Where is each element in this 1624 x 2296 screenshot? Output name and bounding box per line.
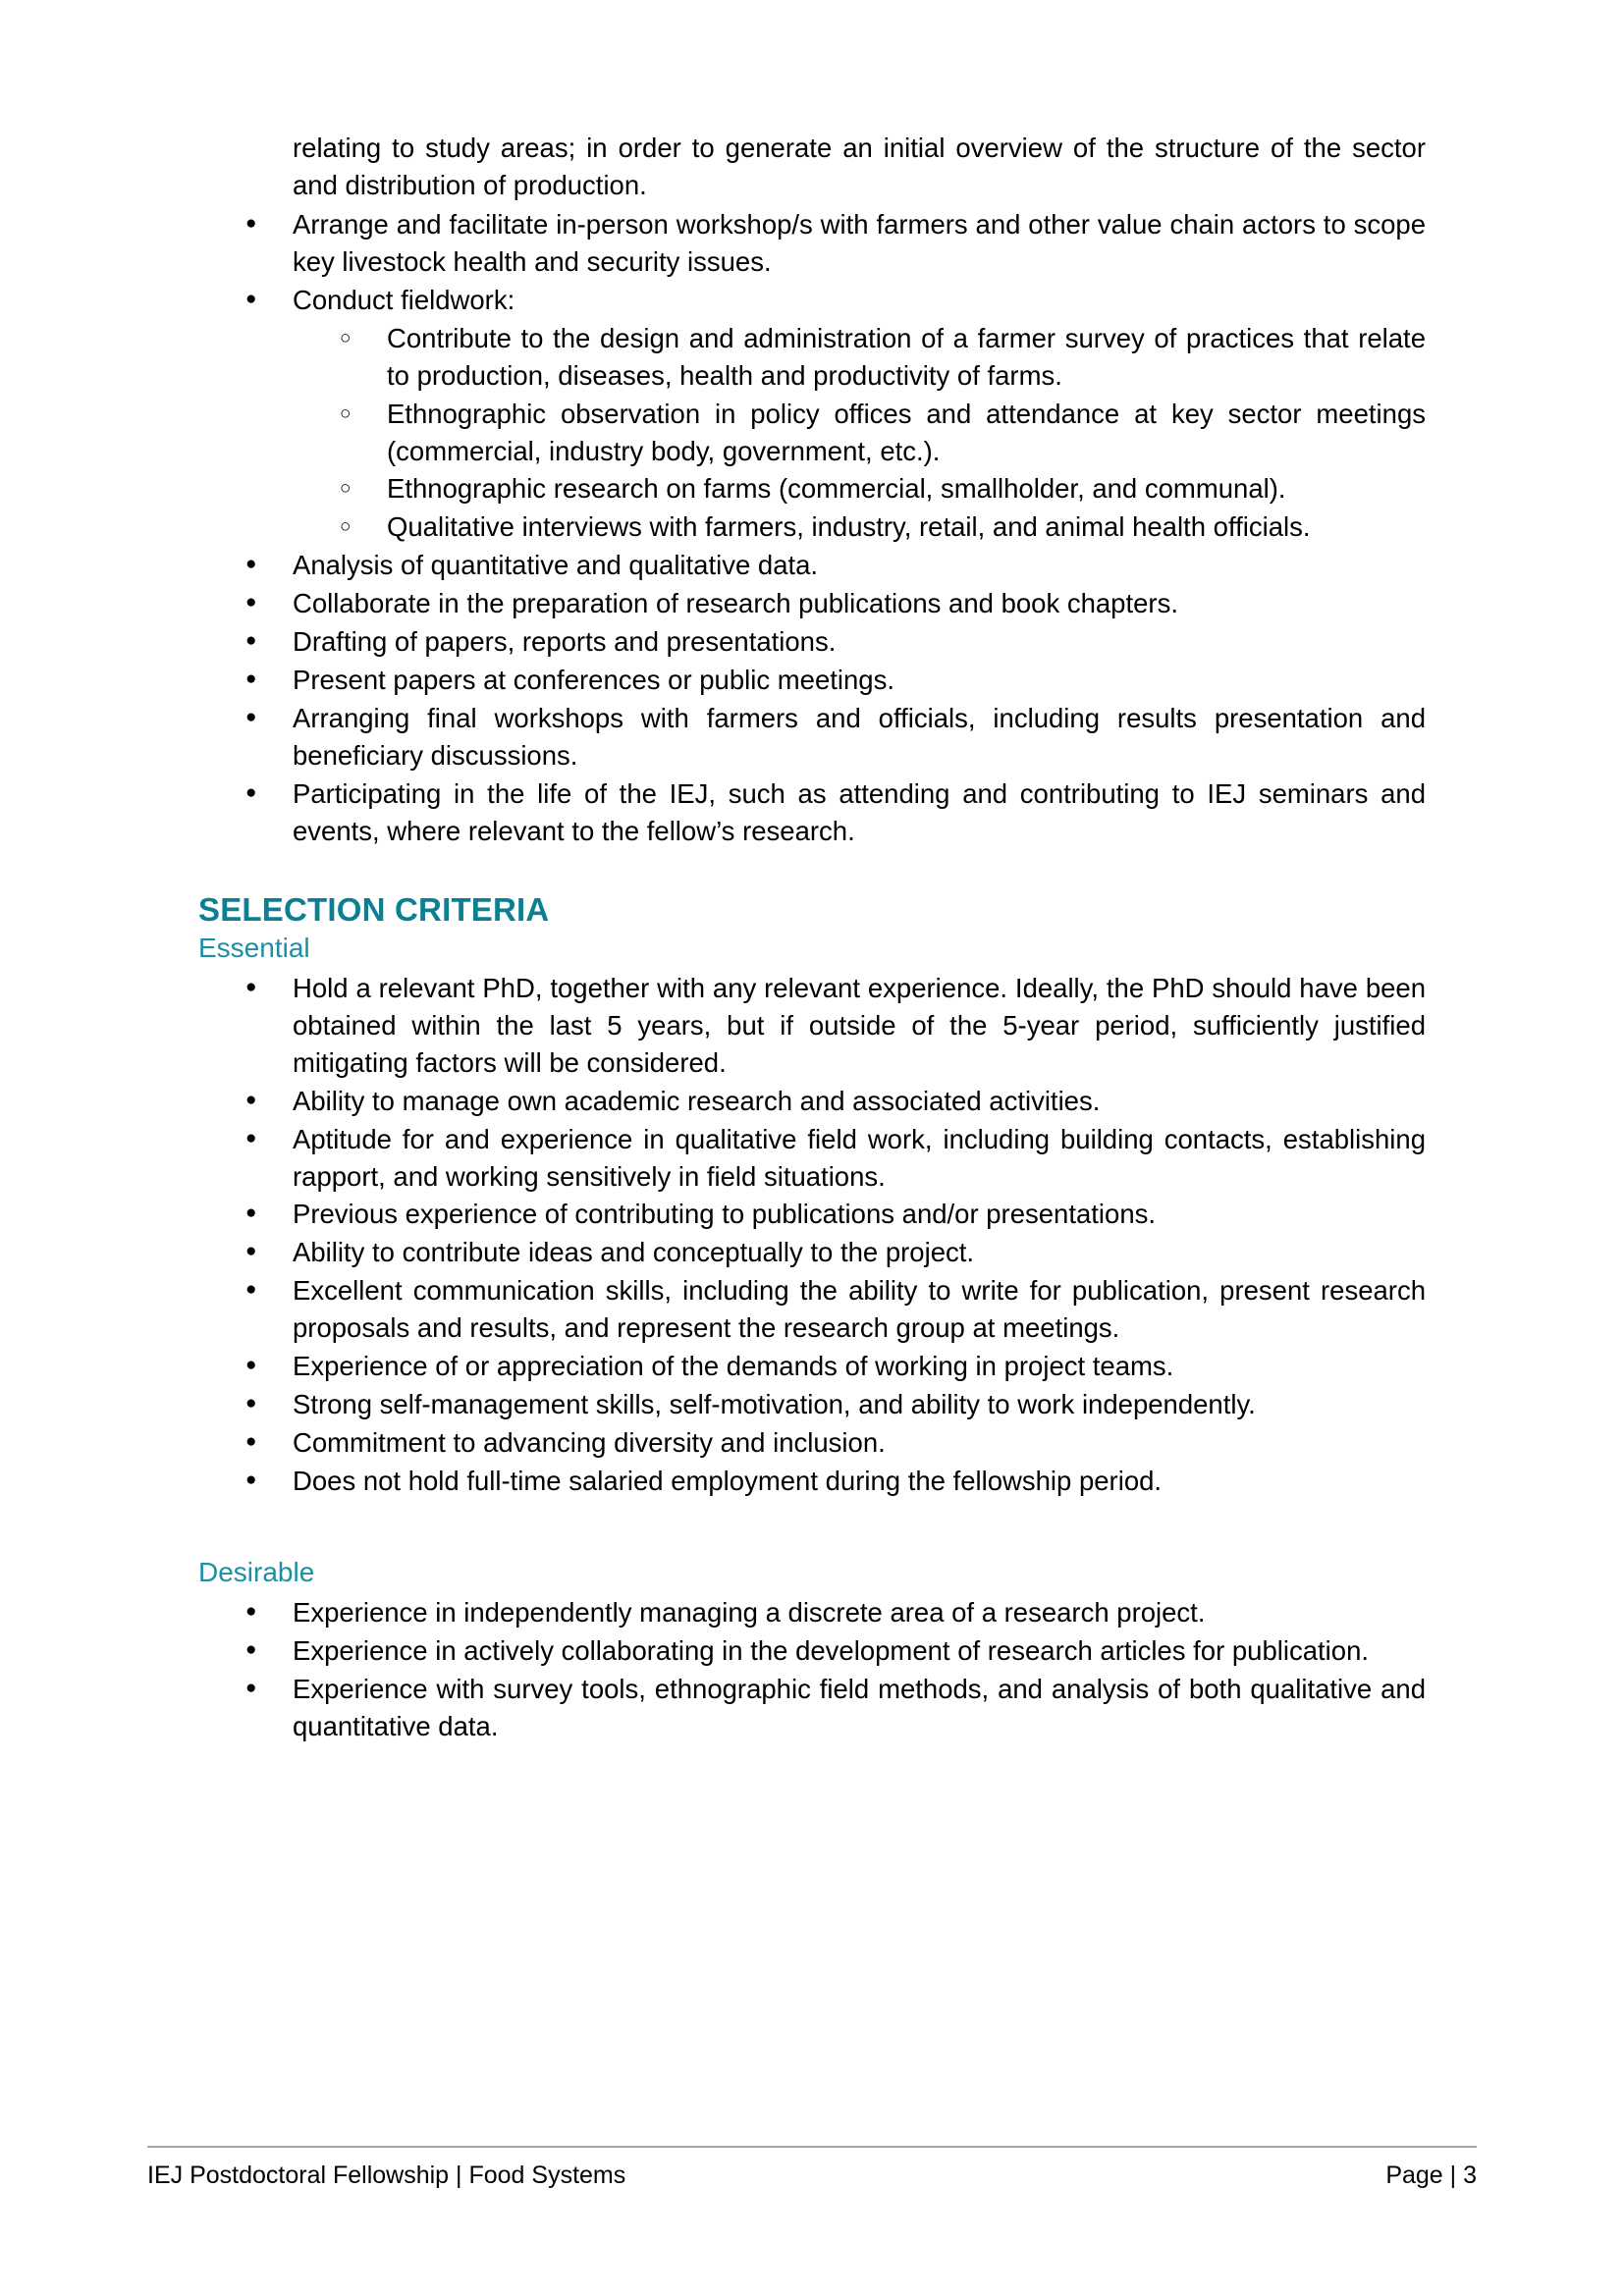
list-item: ● Arranging final workshops with farmers and officials, including results presentation and beneficiary discussions. <box>198 700 1426 774</box>
essential-criteria-list <box>198 970 1426 1500</box>
list-item: ● Aptitude for and experience in qualitative field work, including building contacts, establishing rapport, and working sensitively in field situations. <box>198 1121 1426 1196</box>
essential-subheading: Essential <box>198 932 310 963</box>
fieldwork-sublist-wrapper <box>198 320 1426 547</box>
list-item: ● Commitment to advancing diversity and inclusion. <box>198 1424 1426 1462</box>
list-item: ● Strong self-management skills, self-motivation, and ability to work independently. <box>198 1386 1426 1423</box>
list-item: ● Experience in independently managing a discrete area of a research project. <box>198 1594 1426 1631</box>
list-item: ● Ability to manage own academic research and associated activities. <box>198 1083 1426 1120</box>
list-item: ○ Contribute to the design and administration of a farmer survey of practices that relate to production, diseases, health and productivity of farms. <box>293 320 1426 395</box>
list-item: ● Analysis of quantitative and qualitative data. <box>198 547 1426 584</box>
list-item: ● Participating in the life of the IEJ, such as attending and contributing to IEJ seminars and events, where relevant to the fellow’s research. <box>198 775 1426 850</box>
fieldwork-sublist <box>293 320 1426 547</box>
continuation-paragraph: relating to study areas; in order to generate an initial overview of the structure of the sector and distribution of production. <box>293 133 1426 200</box>
desirable-criteria-list <box>198 1594 1426 1745</box>
page-title: SELECTION CRITERIA <box>198 890 550 928</box>
list-item: ● Experience with survey tools, ethnographic field methods, and analysis of both qualitative and quantitative data. <box>198 1671 1426 1745</box>
desirable-subheading: Desirable <box>198 1556 315 1587</box>
list-item: ● Experience of or appreciation of the demands of working in project teams. <box>198 1348 1426 1385</box>
list-item: ● Does not hold full-time salaried employment during the fellowship period. <box>198 1463 1426 1500</box>
page-content <box>198 130 1426 1745</box>
list-item: ○ Qualitative interviews with farmers, industry, retail, and animal health officials. <box>293 508 1426 546</box>
list-item: ● Present papers at conferences or public meetings. <box>198 662 1426 699</box>
list-item: ● Drafting of papers, reports and presentations. <box>198 623 1426 661</box>
footer-row <box>147 2162 1477 2190</box>
list-item: ● Ability to contribute ideas and conceptually to the project. <box>198 1234 1426 1271</box>
list-item: ● Conduct fieldwork: <box>198 282 1426 319</box>
list-item: ● Arrange and facilitate in-person workshop/s with farmers and other value chain actors to scope key livestock health and security issues. <box>198 206 1426 281</box>
list-item: ● Experience in actively collaborating in the development of research articles for publication. <box>198 1632 1426 1670</box>
responsibilities-list <box>198 206 1426 319</box>
page-footer <box>147 2146 1477 2190</box>
list-item: ● Excellent communication skills, including the ability to write for publication, present research proposals and results, and represent the research group at meetings. <box>198 1272 1426 1347</box>
footer-document-title: IEJ Postdoctoral Fellowship | Food Systems <box>147 2162 626 2189</box>
list-item: ○ Ethnographic observation in policy offices and attendance at key sector meetings (commercial, industry body, government, etc.). <box>293 396 1426 470</box>
list-item: ● Hold a relevant PhD, together with any relevant experience. Ideally, the PhD should have been obtained within the last 5 years, but if outside of the 5-year period, sufficiently justified mitigating factors will be considered. <box>198 970 1426 1082</box>
list-item: ● Collaborate in the preparation of research publications and book chapters. <box>198 585 1426 622</box>
footer-page-number: Page | 3 <box>1385 2162 1477 2189</box>
list-item: ● Previous experience of contributing to publications and/or presentations. <box>198 1196 1426 1233</box>
list-item: ○ Ethnographic research on farms (commercial, smallholder, and communal). <box>293 470 1426 507</box>
responsibilities-list-continued <box>198 547 1426 850</box>
footer-divider <box>147 2146 1477 2148</box>
